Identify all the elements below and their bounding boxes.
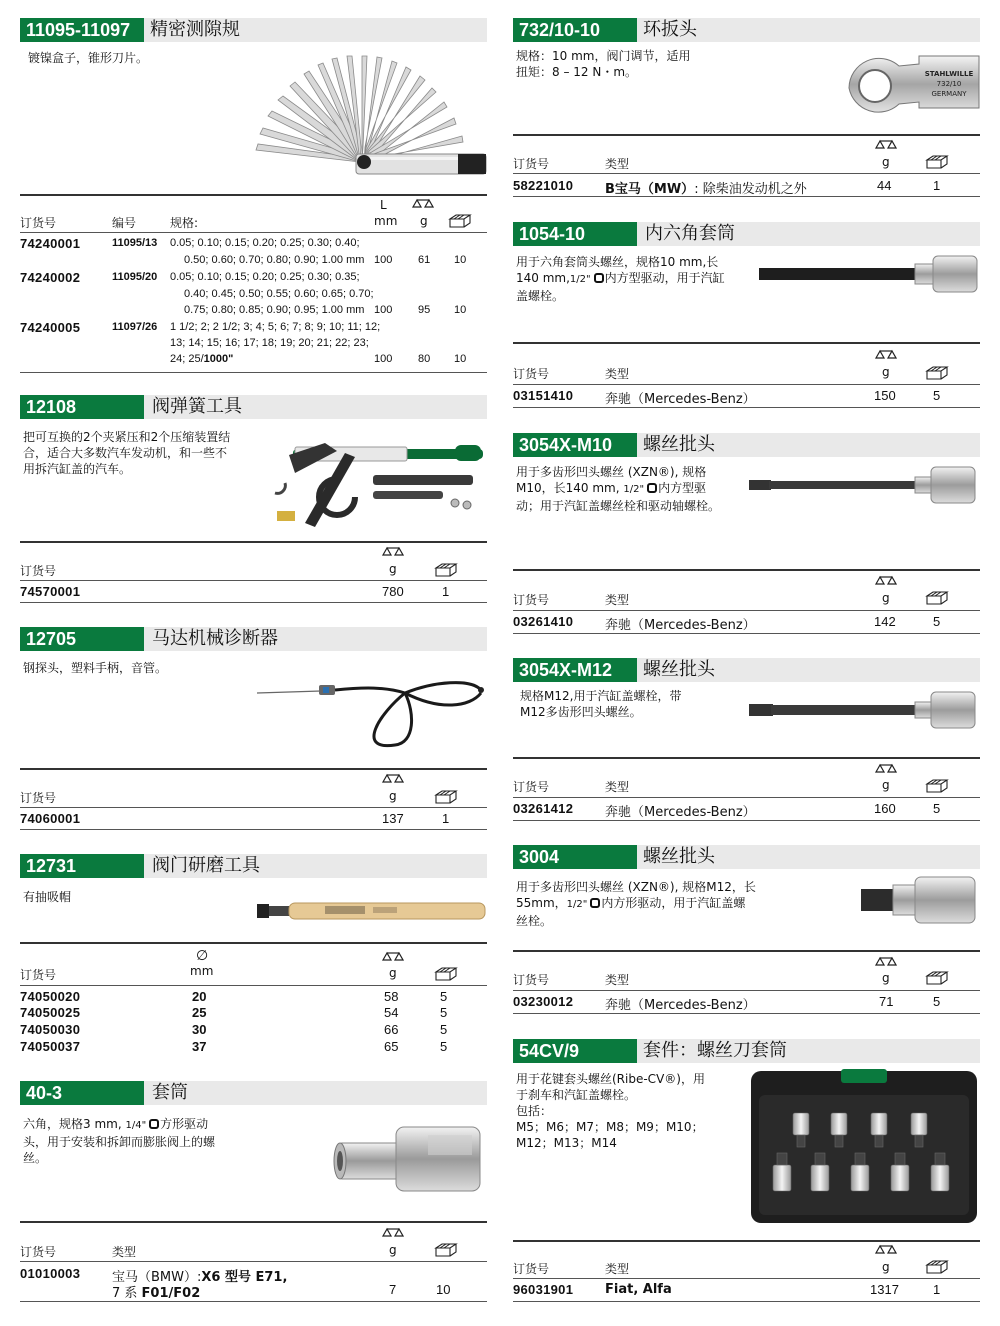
package-icon — [925, 591, 949, 605]
item-number: 11095/13 — [112, 237, 158, 249]
type-value: Fiat, Alfa — [605, 1282, 672, 1297]
col-weight-unit: g — [882, 971, 890, 985]
section-feeler-gauge — [20, 18, 487, 378]
stamp-text: STAHLWILLE — [924, 70, 974, 78]
spec-line: 0.50; 0.60; 0.70; 0.80; 0.90; 1.00 mm — [184, 254, 365, 266]
product-code: 3054X-M10 — [513, 433, 637, 457]
qty-value: 5 — [933, 994, 941, 1009]
spec-line: 13; 14; 15; 16; 17; 18; 19; 20; 21; 22; 23; — [170, 337, 369, 349]
col-type: 类型 — [605, 1262, 630, 1276]
section-xzn-bit-m12 — [513, 658, 980, 823]
col-order-number: 订货号 — [513, 367, 550, 381]
col-order-number: 订货号 — [513, 973, 550, 987]
square-drive-icon — [647, 483, 657, 493]
socket-illustration — [332, 1121, 484, 1195]
col-order-number: 订货号 — [20, 1245, 57, 1259]
product-code: 12705 — [20, 627, 144, 651]
product-description: 用于多齿形凹头螺丝 (XZN®), 规格 M10，长140 mm, 1/2" 内方型驱 动；用于汽缸盖螺丝栓和驱动轴螺栓。 — [516, 465, 721, 513]
diameter-value: 25 — [192, 1005, 207, 1020]
weight-value: 66 — [384, 1022, 399, 1037]
order-number: 03261412 — [513, 801, 574, 816]
product-code: 12108 — [20, 395, 144, 419]
qty-value: 10 — [454, 304, 467, 316]
col-order-number: 订货号 — [20, 968, 57, 982]
scale-icon — [875, 763, 897, 775]
col-order-number: 订货号 — [20, 216, 57, 230]
stamp-text: 732/10 — [936, 80, 962, 88]
col-weight-unit: g — [389, 1243, 397, 1257]
qty-value: 10 — [436, 1282, 451, 1297]
scale-icon — [382, 1227, 404, 1239]
col-type: 类型 — [112, 1245, 137, 1259]
weight-value: 80 — [418, 353, 431, 365]
qty-value: 1 — [442, 584, 450, 599]
order-number: 74240002 — [20, 270, 81, 285]
weight-value: 137 — [382, 811, 404, 826]
spec-line: 0.05; 0.10; 0.15; 0.20; 0.25; 0.30; 0.35; — [170, 271, 360, 283]
scale-icon — [875, 139, 897, 151]
package-icon — [925, 779, 949, 793]
col-weight-unit: g — [882, 155, 890, 169]
order-number: 74240005 — [20, 320, 81, 335]
product-description: 用于六角套筒头螺丝，规格10 mm,长 140 mm,1/2" 内方型驱动，用于汽缸 盖螺栓。 — [516, 255, 725, 303]
scale-icon — [875, 1244, 897, 1256]
type-line: 宝马（BMW）:X6 型号 E71, — [112, 1270, 288, 1285]
product-code: 54CV/9 — [513, 1039, 637, 1063]
product-title: 螺丝批头 — [643, 434, 715, 455]
product-code: 3054X-M12 — [513, 658, 637, 682]
col-order-number: 订货号 — [513, 1262, 550, 1276]
col-order-number: 订货号 — [513, 593, 550, 607]
product-description: 用于多齿形凹头螺丝 (XZN®), 规格M12，长 55mm，1/2" 内方形驱动，用于汽缸盖螺 丝栓。 — [516, 880, 756, 928]
weight-value: 65 — [384, 1039, 399, 1054]
qty-value: 5 — [440, 1039, 448, 1054]
item-number: 11097/26 — [112, 321, 158, 333]
section-ring-spanner — [513, 18, 980, 200]
ring-spanner-illustration — [839, 48, 981, 124]
feeler-gauge-illustration — [252, 50, 488, 178]
xzn-bit-illustration — [747, 465, 979, 505]
package-icon — [448, 214, 472, 228]
package-icon — [434, 563, 458, 577]
scale-icon — [875, 956, 897, 968]
col-length-unit: mm — [374, 214, 398, 228]
col-weight-unit: g — [389, 789, 397, 803]
col-order-number: 订货号 — [20, 564, 57, 578]
product-code: 3004 — [513, 845, 637, 869]
order-number: 58221010 — [513, 178, 574, 193]
order-number: 74050037 — [20, 1039, 81, 1054]
col-item-number: 编号 — [112, 216, 137, 230]
type-value: B宝马（MW）: 除柴油发动机之外 — [605, 182, 807, 197]
scale-icon — [412, 198, 434, 210]
order-number: 74050025 — [20, 1005, 81, 1020]
square-drive-icon — [149, 1119, 159, 1129]
col-order-number: 订货号 — [513, 780, 550, 794]
section-valve-spring-tool — [20, 395, 487, 605]
xzn-bit-illustration — [747, 690, 979, 730]
spec-line: 24; 25/1000" — [170, 353, 234, 365]
length-value: 100 — [374, 304, 393, 316]
product-code: 12731 — [20, 854, 144, 878]
section-engine-stethoscope — [20, 627, 487, 832]
col-weight-unit: g — [882, 365, 890, 379]
spec-line: 0.75; 0.80; 0.85; 0.90; 0.95; 1.00 mm — [184, 304, 365, 316]
scale-icon — [875, 575, 897, 587]
product-description: 钢探头，塑料手柄，音管。 — [23, 661, 168, 675]
product-code: 1054-10 — [513, 222, 637, 246]
product-description: 把可互换的2个夹紧压和2个压缩装置结 合，适合大多数汽车发动机，和一些不 用拆汽缸盖的汽车。 — [23, 430, 231, 476]
scale-icon — [382, 951, 404, 963]
order-number: 74570001 — [20, 584, 81, 599]
weight-value: 7 — [389, 1282, 397, 1297]
square-drive-icon — [594, 273, 604, 283]
square-drive-icon — [590, 898, 600, 908]
length-value: 100 — [374, 353, 393, 365]
product-description: 六角，规格3 mm, 1/4" 方形驱动 头，用于安装和拆卸而膨胀阀上的螺 丝。 — [23, 1117, 216, 1165]
spec-line: 0.05; 0.10; 0.15; 0.20; 0.25; 0.30; 0.40; — [170, 237, 360, 249]
qty-value: 5 — [440, 1022, 448, 1037]
section-socket-40-3 — [20, 1081, 487, 1306]
type-value: 奔驰（Mercedes-Benz） — [605, 805, 756, 820]
col-weight-unit: g — [389, 966, 397, 980]
col-order-number: 订货号 — [20, 791, 57, 805]
order-number: 74060001 — [20, 811, 81, 826]
weight-value: 71 — [879, 994, 894, 1009]
product-description: 规格：10 mm，阀门调节，适用 扭矩：8 – 12 N・m。 — [516, 49, 691, 79]
weight-value: 150 — [874, 388, 896, 403]
package-icon — [434, 1243, 458, 1257]
weight-value: 95 — [418, 304, 431, 316]
type-value: 奔驰（Mercedes-Benz） — [605, 618, 756, 633]
diameter-value: 37 — [192, 1039, 207, 1054]
product-title: 阀弹簧工具 — [152, 396, 242, 417]
weight-value: 160 — [874, 801, 896, 816]
stamp-text: GERMANY — [931, 90, 967, 98]
qty-value: 1 — [933, 1282, 941, 1297]
col-type: 类型 — [605, 780, 630, 794]
product-description: 用于花键套头螺丝(Ribe-CV®)，用 于刹车和汽缸盖螺栓。 包括： M5；M6；M7；M8；M9；M10； M12；M13；M14 — [516, 1072, 705, 1150]
col-type: 类型 — [605, 157, 630, 171]
product-title: 螺丝批头 — [643, 659, 715, 680]
diameter-value: 20 — [192, 989, 207, 1004]
weight-value: 1317 — [870, 1282, 899, 1297]
weight-value: 142 — [874, 614, 896, 629]
scale-icon — [875, 349, 897, 361]
weight-value: 58 — [384, 989, 399, 1004]
qty-value: 5 — [933, 388, 941, 403]
product-title: 马达机械诊断器 — [152, 628, 278, 649]
qty-value: 1 — [442, 811, 450, 826]
weight-value: 44 — [877, 178, 892, 193]
col-weight-unit: g — [882, 1260, 890, 1274]
product-description: 镀镍盒子，锥形刀片。 — [28, 51, 149, 65]
col-spec: 规格: — [170, 216, 199, 230]
section-hex-socket — [513, 222, 980, 412]
package-icon — [434, 790, 458, 804]
spec-line: 0.40; 0.45; 0.50; 0.55; 0.60; 0.65; 0.70; — [184, 288, 374, 300]
col-weight-unit: g — [882, 778, 890, 792]
qty-value: 5 — [933, 801, 941, 816]
type-value: 奔驰（Mercedes-Benz） — [605, 998, 756, 1013]
col-weight-unit: g — [882, 591, 890, 605]
product-title: 套件：螺丝刀套筒 — [643, 1040, 787, 1061]
col-weight-unit: g — [420, 214, 428, 228]
order-number: 03151410 — [513, 388, 574, 403]
order-number: 74050030 — [20, 1022, 81, 1037]
product-title: 螺丝批头 — [643, 846, 715, 867]
spec-line: 1 1/2; 2; 2 1/2; 3; 4; 5; 6; 7; 8; 9; 10; 11; 12; — [170, 321, 381, 333]
valve-spring-tool-illustration — [255, 433, 487, 531]
col-length-label: L — [380, 198, 387, 212]
product-title: 环扳头 — [643, 19, 697, 40]
weight-value: 780 — [382, 584, 404, 599]
col-type: 类型 — [605, 973, 630, 987]
package-icon — [925, 971, 949, 985]
col-order-number: 订货号 — [513, 157, 550, 171]
package-icon — [925, 155, 949, 169]
product-code: 11095-11097 — [20, 18, 144, 42]
col-type: 类型 — [605, 593, 630, 607]
product-title: 阀门研磨工具 — [152, 855, 260, 876]
qty-value: 1 — [933, 178, 941, 193]
product-code: 40-3 — [20, 1081, 144, 1105]
diameter-value: 30 — [192, 1022, 207, 1037]
section-socket-set — [513, 1039, 980, 1306]
scale-icon — [382, 546, 404, 558]
order-number: 01010003 — [20, 1266, 81, 1281]
product-description: 规格M12,用于汽缸盖螺栓，带 M12多齿形凹头螺丝。 — [520, 689, 682, 719]
order-number: 03230012 — [513, 994, 574, 1009]
order-number: 74050020 — [20, 989, 81, 1004]
package-icon — [925, 366, 949, 380]
col-diameter-unit: mm — [190, 964, 214, 978]
product-title: 内六角套筒 — [645, 223, 735, 244]
col-weight-unit: g — [389, 562, 397, 576]
length-value: 100 — [374, 254, 393, 266]
qty-value: 5 — [440, 989, 448, 1004]
stethoscope-illustration — [255, 673, 487, 751]
order-number: 03261410 — [513, 614, 574, 629]
socket-set-case-illustration — [749, 1069, 979, 1225]
qty-value: 10 — [454, 254, 467, 266]
package-icon — [434, 967, 458, 981]
lapping-tool-illustration — [255, 898, 487, 924]
qty-value: 5 — [933, 614, 941, 629]
product-description: 有抽吸帽 — [23, 890, 72, 904]
weight-value: 61 — [418, 254, 431, 266]
item-number: 11095/20 — [112, 271, 158, 283]
qty-value: 10 — [454, 353, 467, 365]
type-value: 奔驰（Mercedes-Benz） — [605, 392, 756, 407]
scale-icon — [382, 773, 404, 785]
short-bit-illustration — [859, 875, 979, 925]
section-xzn-bit-m10 — [513, 433, 980, 638]
order-number: 74240001 — [20, 236, 81, 251]
hex-socket-illustration — [757, 254, 979, 294]
weight-value: 54 — [384, 1005, 399, 1020]
col-type: 类型 — [605, 367, 630, 381]
type-line: 7 系 F01/F02 — [112, 1286, 201, 1301]
order-number: 96031901 — [513, 1282, 574, 1297]
qty-value: 5 — [440, 1005, 448, 1020]
product-title: 精密测隙规 — [150, 19, 240, 40]
col-diameter-symbol: ∅ — [196, 948, 209, 964]
section-bit-3004 — [513, 845, 980, 1020]
product-title: 套筒 — [152, 1082, 188, 1103]
product-code: 732/10-10 — [513, 18, 637, 42]
section-valve-lapping-tool — [20, 854, 487, 1059]
package-icon — [925, 1260, 949, 1274]
